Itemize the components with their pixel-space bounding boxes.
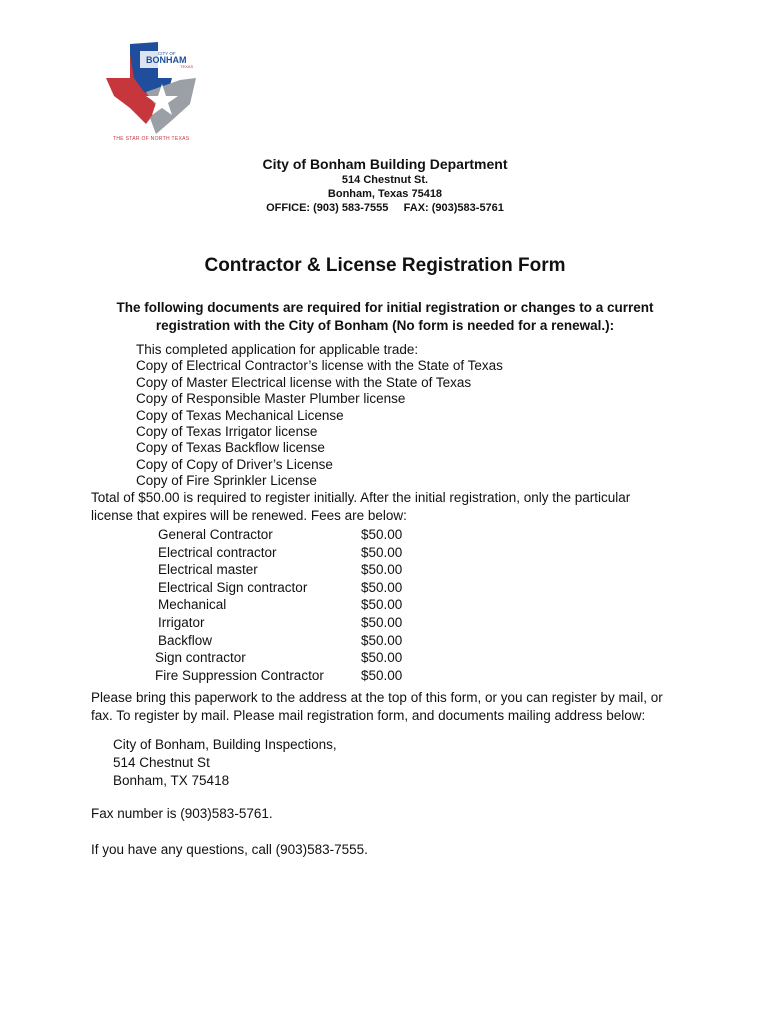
document-item: This completed application for applicable trade:: [136, 342, 419, 357]
fee-intro-line-2: license that expires will be renewed. Fees are below:: [91, 508, 407, 523]
fee-row: [155, 596, 415, 614]
document-item: Copy of Fire Sprinkler License: [136, 473, 317, 489]
fee-row: [155, 526, 415, 544]
fee-row: [155, 561, 415, 579]
mailing-address-line-1: City of Bonham, Building Inspections,: [113, 737, 337, 752]
fee-amount: $50.00: [361, 667, 403, 683]
fee-row: [155, 632, 415, 650]
requirements-line-1: The following documents are required for initial registration or changes to a current: [116, 300, 654, 315]
document-item: Copy of Texas Mechanical License: [136, 407, 344, 423]
fee-name: Electrical contractor: [158, 544, 277, 560]
fee-name: Backflow: [158, 632, 213, 648]
fee-row: [155, 614, 415, 632]
fee-name: Mechanical: [158, 597, 227, 613]
fee-name: Electrical master: [158, 562, 258, 578]
fee-intro-line-1: Total of $50.00 is required to register initially. After the initial registration, only the particular: [91, 490, 631, 505]
document-item: Copy of Texas Irrigator license: [136, 423, 318, 439]
fee-row: [155, 579, 415, 597]
fee-amount: $50.00: [361, 562, 403, 578]
document-item: Copy of Electrical Contractor’s license with the State of Texas: [136, 358, 503, 374]
instructions-paragraph: [91, 689, 663, 725]
form-title: Contractor & License Registration Form: [204, 255, 566, 276]
document-item: Copy of Responsible Master Plumber license: [136, 391, 406, 407]
fee-intro-paragraph: [91, 489, 630, 525]
fee-name: Electrical Sign contractor: [158, 579, 308, 595]
fee-amount: $50.00: [361, 597, 403, 613]
fee-name: Sign contractor: [155, 650, 246, 666]
fee-row: [155, 649, 415, 667]
mailing-address: [113, 736, 337, 790]
required-documents-list: [136, 342, 503, 490]
fee-amount: $50.00: [361, 579, 403, 595]
fee-amount: $50.00: [361, 527, 403, 542]
instructions-line-1: Please bring this paperwork to the address at the top of this form, or you can register by mail, or: [91, 690, 663, 705]
department-contact: OFFICE: (903) 583-7555 FAX: (903)583-5761: [266, 202, 504, 214]
fee-amount: $50.00: [361, 650, 403, 666]
fee-amount: $50.00: [361, 614, 403, 630]
fee-amount: $50.00: [361, 544, 403, 560]
document-item: Copy of Texas Backflow license: [136, 440, 325, 456]
fee-row: [155, 667, 415, 685]
fee-name: Irrigator: [158, 614, 205, 630]
mailing-address-line-3: Bonham, TX 75418: [113, 773, 230, 788]
fee-name: Fire Suppression Contractor: [155, 667, 324, 683]
questions-line: If you have any questions, call (903)583-7555.: [91, 842, 368, 857]
instructions-line-2: fax. To register by mail. Please mail registration form, and documents mailing address below:: [91, 708, 646, 723]
logo-text-bottom: TEXAS: [180, 64, 194, 69]
department-city: Bonham, Texas 75418: [327, 188, 443, 200]
mailing-address-line-2: 514 Chestnut St: [113, 755, 210, 770]
logo-tagline: THE STAR OF NORTH TEXAS: [113, 136, 190, 142]
fee-row: [155, 544, 415, 562]
fax-number-line: Fax number is (903)583-5761.: [91, 806, 273, 821]
city-of-bonham-logo: [100, 38, 210, 148]
logo-text-top: CITY OF: [158, 51, 176, 56]
department-street: 514 Chestnut St.: [341, 174, 429, 186]
fees-table: [155, 526, 415, 684]
fee-name: General Contractor: [158, 527, 273, 542]
document-item: Copy of Master Electrical license with the State of Texas: [136, 374, 472, 390]
logo-text-main: BONHAM: [146, 55, 187, 65]
document-item: Copy of Copy of Driver’s License: [136, 456, 333, 472]
department-name: City of Bonham Building Department: [262, 156, 508, 172]
fee-amount: $50.00: [361, 632, 403, 648]
requirements-line-2: registration with the City of Bonham (No form is needed for a renewal.):: [155, 318, 615, 333]
